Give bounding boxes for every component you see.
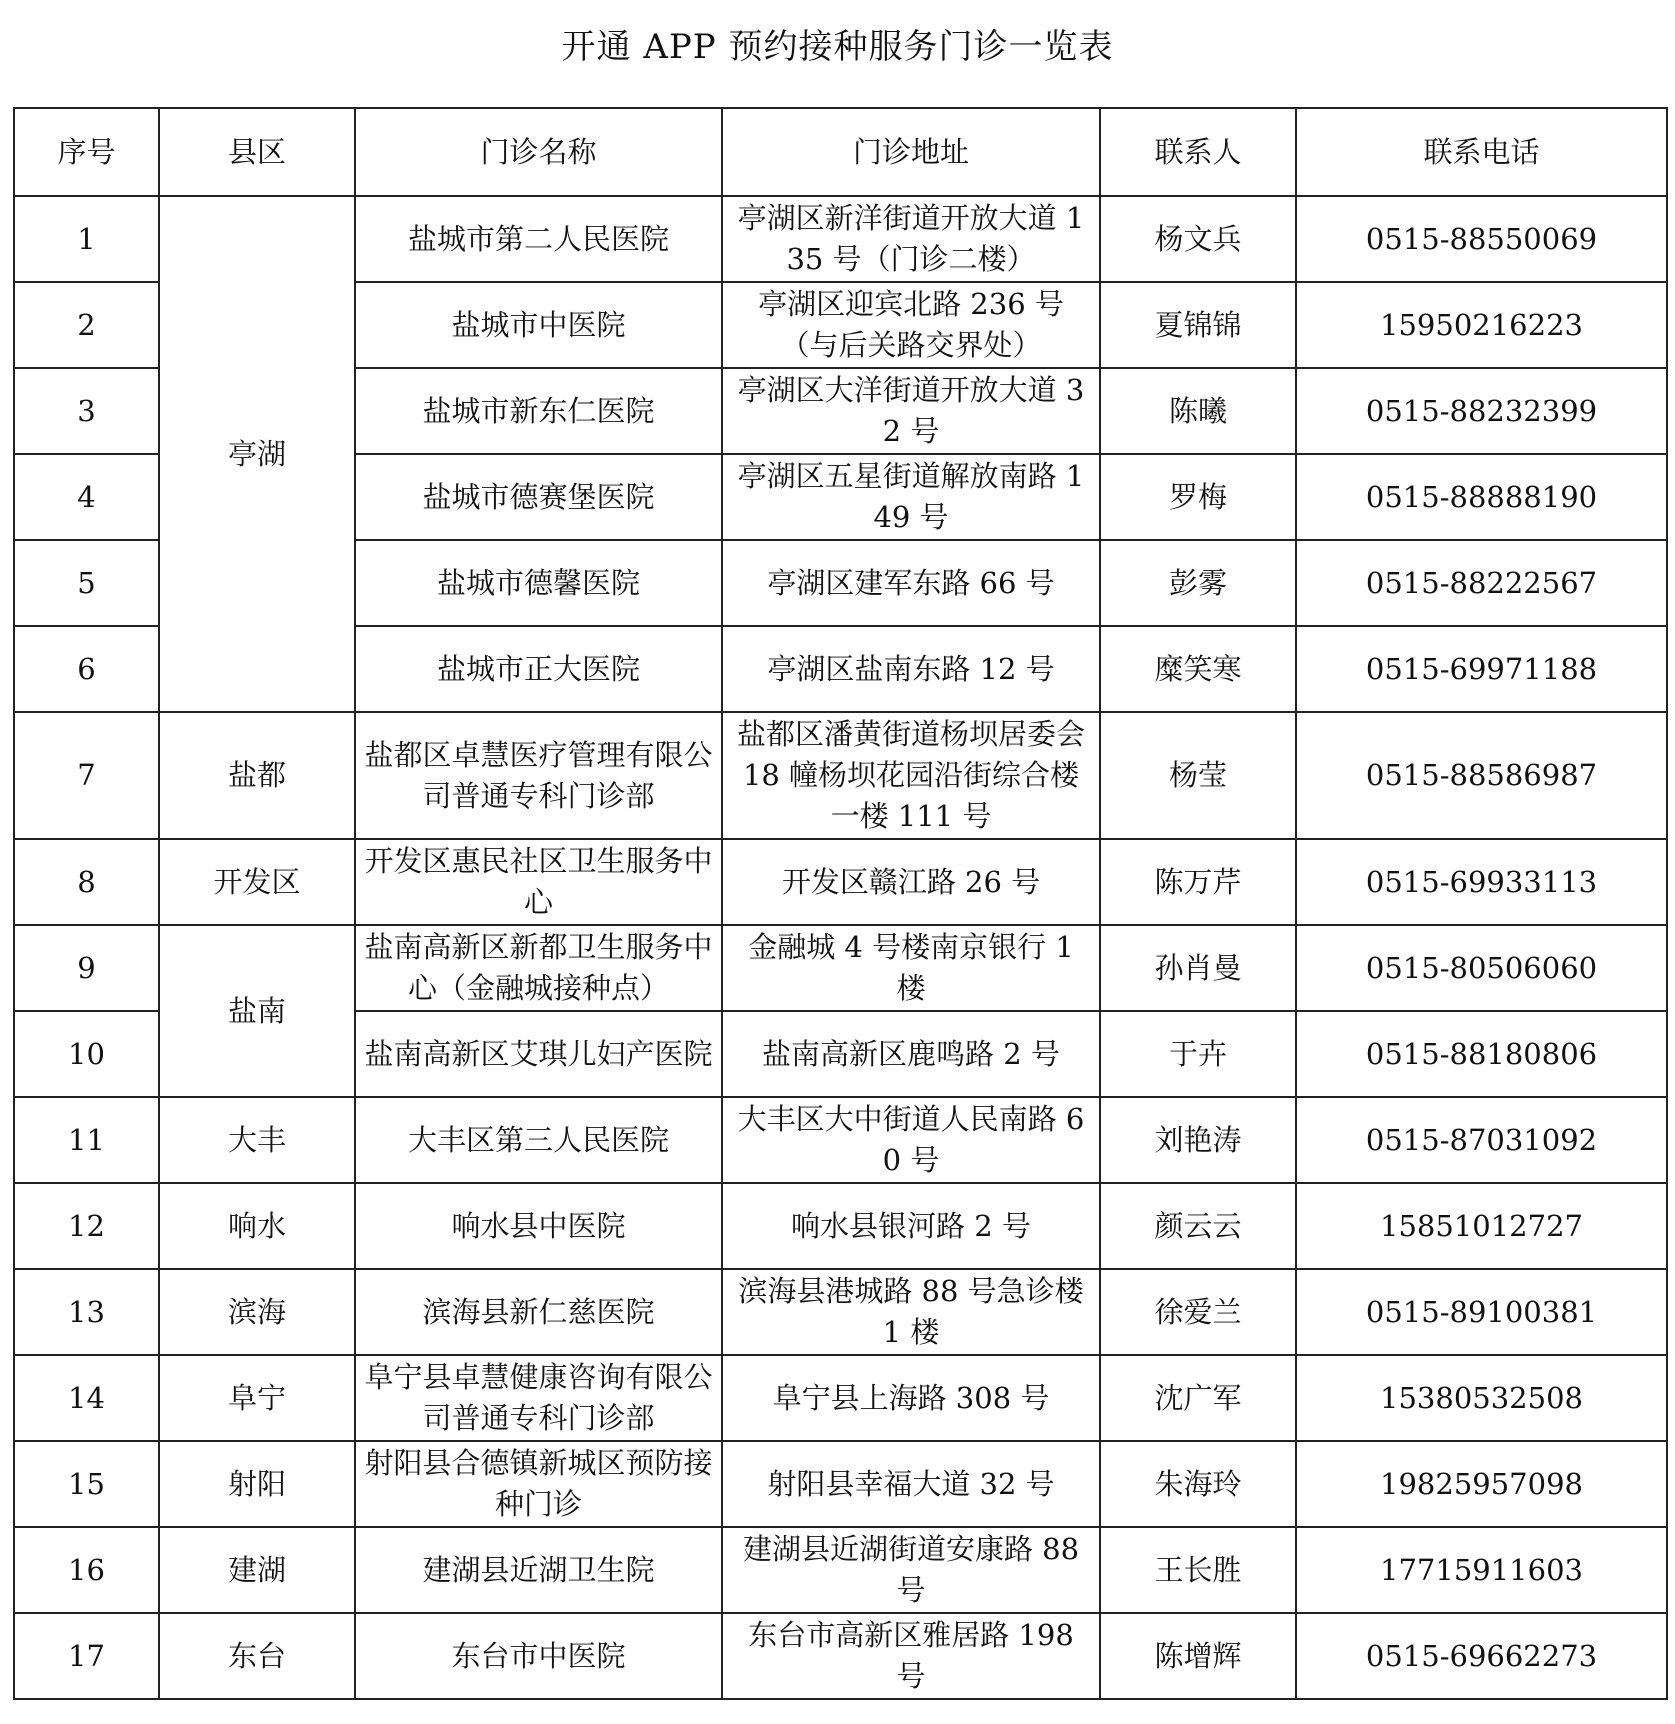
row-number: 10: [14, 1011, 159, 1097]
contact-phone: 0515-88888190: [1296, 454, 1667, 540]
clinic-address: 亭湖区盐南东路 12 号: [722, 626, 1100, 712]
clinic-name: 大丰区第三人民医院: [355, 1097, 722, 1183]
contact-phone: 0515-80506060: [1296, 925, 1667, 1011]
contact-person: 杨文兵: [1100, 196, 1296, 282]
clinic-table: [13, 107, 1668, 1700]
clinic-name: 开发区惠民社区卫生服务中心: [355, 839, 722, 925]
table-row: [14, 1097, 1667, 1183]
contact-person: 糜笑寒: [1100, 626, 1296, 712]
district-cell: 阜宁: [159, 1355, 355, 1441]
clinic-name: 盐城市第二人民医院: [355, 196, 722, 282]
contact-phone: 0515-89100381: [1296, 1269, 1667, 1355]
table-row: [14, 1269, 1667, 1355]
clinic-address: 亭湖区五星街道解放南路 149 号: [722, 454, 1100, 540]
contact-phone: 0515-88180806: [1296, 1011, 1667, 1097]
clinic-name: 响水县中医院: [355, 1183, 722, 1269]
contact-person: 朱海玲: [1100, 1441, 1296, 1527]
district-cell: 大丰: [159, 1097, 355, 1183]
contact-person: 王长胜: [1100, 1527, 1296, 1613]
header-contact: 联系人: [1100, 108, 1296, 196]
clinic-name: 盐南高新区新都卫生服务中心（金融城接种点）: [355, 925, 722, 1011]
table-row: [14, 839, 1667, 925]
contact-phone: 15380532508: [1296, 1355, 1667, 1441]
row-number: 2: [14, 282, 159, 368]
clinic-name: 阜宁县卓慧健康咨询有限公司普通专科门诊部: [355, 1355, 722, 1441]
district-cell: 亭湖: [159, 196, 355, 712]
clinic-name: 盐都区卓慧医疗管理有限公司普通专科门诊部: [355, 712, 722, 839]
row-number: 5: [14, 540, 159, 626]
contact-phone: 19825957098: [1296, 1441, 1667, 1527]
clinic-address: 亭湖区新洋街道开放大道 135 号（门诊二楼）: [722, 196, 1100, 282]
row-number: 15: [14, 1441, 159, 1527]
row-number: 4: [14, 454, 159, 540]
clinic-address: 响水县银河路 2 号: [722, 1183, 1100, 1269]
contact-person: 陈增辉: [1100, 1613, 1296, 1699]
table-row: [14, 925, 1667, 1011]
clinic-name: 盐城市德赛堡医院: [355, 454, 722, 540]
contact-person: 罗梅: [1100, 454, 1296, 540]
contact-person: 刘艳涛: [1100, 1097, 1296, 1183]
contact-person: 沈广军: [1100, 1355, 1296, 1441]
header-phone: 联系电话: [1296, 108, 1667, 196]
table-row: [14, 1355, 1667, 1441]
clinic-address: 大丰区大中街道人民南路 60 号: [722, 1097, 1100, 1183]
row-number: 11: [14, 1097, 159, 1183]
clinic-address: 阜宁县上海路 308 号: [722, 1355, 1100, 1441]
table-row: [14, 1613, 1667, 1699]
row-number: 9: [14, 925, 159, 1011]
row-number: 8: [14, 839, 159, 925]
district-cell: 盐南: [159, 925, 355, 1097]
table-row: [14, 1527, 1667, 1613]
table-row: [14, 196, 1667, 282]
contact-person: 孙肖曼: [1100, 925, 1296, 1011]
district-cell: 东台: [159, 1613, 355, 1699]
clinic-name: 盐城市新东仁医院: [355, 368, 722, 454]
document-title: 开通 APP 预约接种服务门诊一览表: [561, 27, 1114, 67]
clinic-address: 亭湖区迎宾北路 236 号（与后关路交界处）: [722, 282, 1100, 368]
clinic-name: 滨海县新仁慈医院: [355, 1269, 722, 1355]
clinic-address: 射阳县幸福大道 32 号: [722, 1441, 1100, 1527]
clinic-address: 亭湖区建军东路 66 号: [722, 540, 1100, 626]
contact-phone: 0515-88586987: [1296, 712, 1667, 839]
clinic-address: 盐南高新区鹿鸣路 2 号: [722, 1011, 1100, 1097]
clinic-name: 盐城市德馨医院: [355, 540, 722, 626]
table-row: [14, 1441, 1667, 1527]
contact-phone: 17715911603: [1296, 1527, 1667, 1613]
table-row: [14, 712, 1667, 839]
clinic-name: 射阳县合德镇新城区预防接种门诊: [355, 1441, 722, 1527]
clinic-address: 金融城 4 号楼南京银行 1 楼: [722, 925, 1100, 1011]
header-district: 县区: [159, 108, 355, 196]
row-number: 6: [14, 626, 159, 712]
row-number: 7: [14, 712, 159, 839]
contact-person: 颜云云: [1100, 1183, 1296, 1269]
clinic-address: 盐都区潘黄街道杨坝居委会 18 幢杨坝花园沿街综合楼一楼 111 号: [722, 712, 1100, 839]
clinic-name: 东台市中医院: [355, 1613, 722, 1699]
table-row: [14, 1183, 1667, 1269]
contact-phone: 15851012727: [1296, 1183, 1667, 1269]
clinic-address: 开发区赣江路 26 号: [722, 839, 1100, 925]
header-address: 门诊地址: [722, 108, 1100, 196]
row-number: 1: [14, 196, 159, 282]
row-number: 12: [14, 1183, 159, 1269]
contact-person: 徐爱兰: [1100, 1269, 1296, 1355]
contact-phone: 0515-69933113: [1296, 839, 1667, 925]
clinic-name: 盐城市中医院: [355, 282, 722, 368]
clinic-address: 建湖县近湖街道安康路 88 号: [722, 1527, 1100, 1613]
district-cell: 滨海: [159, 1269, 355, 1355]
contact-person: 陈万芹: [1100, 839, 1296, 925]
clinic-address: 东台市高新区雅居路 198 号: [722, 1613, 1100, 1699]
district-cell: 开发区: [159, 839, 355, 925]
contact-phone: 0515-88550069: [1296, 196, 1667, 282]
district-cell: 响水: [159, 1183, 355, 1269]
clinic-name: 建湖县近湖卫生院: [355, 1527, 722, 1613]
contact-person: 夏锦锦: [1100, 282, 1296, 368]
row-number: 3: [14, 368, 159, 454]
row-number: 17: [14, 1613, 159, 1699]
contact-phone: 0515-69971188: [1296, 626, 1667, 712]
clinic-address: 滨海县港城路 88 号急诊楼 1 楼: [722, 1269, 1100, 1355]
header-clinic: 门诊名称: [355, 108, 722, 196]
district-cell: 盐都: [159, 712, 355, 839]
row-number: 16: [14, 1527, 159, 1613]
contact-phone: 0515-88232399: [1296, 368, 1667, 454]
clinic-address: 亭湖区大洋街道开放大道 32 号: [722, 368, 1100, 454]
table-header-row: [14, 108, 1667, 196]
contact-person: 杨莹: [1100, 712, 1296, 839]
clinic-name: 盐城市正大医院: [355, 626, 722, 712]
district-cell: 建湖: [159, 1527, 355, 1613]
contact-phone: 0515-88222567: [1296, 540, 1667, 626]
contact-phone: 0515-87031092: [1296, 1097, 1667, 1183]
header-no: 序号: [14, 108, 159, 196]
contact-person: 陈曦: [1100, 368, 1296, 454]
contact-phone: 0515-69662273: [1296, 1613, 1667, 1699]
contact-phone: 15950216223: [1296, 282, 1667, 368]
row-number: 14: [14, 1355, 159, 1441]
clinic-name: 盐南高新区艾琪儿妇产医院: [355, 1011, 722, 1097]
district-cell: 射阳: [159, 1441, 355, 1527]
contact-person: 彭雾: [1100, 540, 1296, 626]
row-number: 13: [14, 1269, 159, 1355]
contact-person: 于卉: [1100, 1011, 1296, 1097]
